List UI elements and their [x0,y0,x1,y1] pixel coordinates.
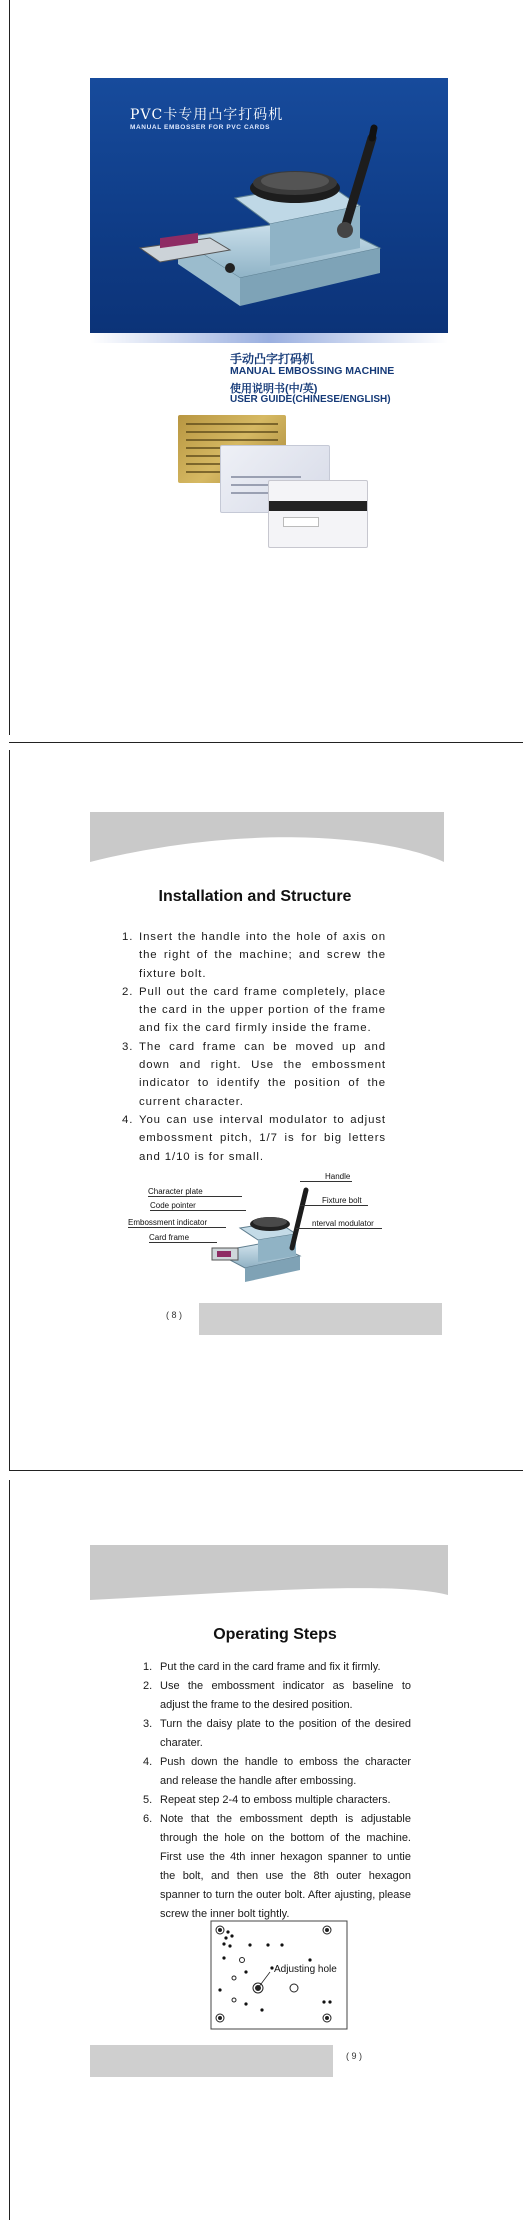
label-adjusting-hole: Adjusting hole [274,1964,337,1975]
leader-line [150,1210,246,1211]
list-item: 3. Turn the daisy plate to the position of the desired charater. [143,1718,411,1749]
magstripe-card-image [268,480,368,548]
installation-steps-list [122,928,386,1166]
leader-line [148,1196,242,1197]
page-number: ( 9 ) [346,2051,363,2061]
list-item: 2. Pull out the card frame completely, place the card in the upper portion of the frame and fix the card firmly inside the frame. [122,985,386,1035]
list-item: 3. The card frame can be moved up and down and right. Use the embossment indicator to identify the position of the current character. [122,1040,386,1108]
label-code-pointer: Code pointer [150,1201,196,1210]
operating-steps-list [143,1658,411,1924]
page-left-edge [9,1480,10,2220]
leader-line [128,1227,226,1228]
list-item: 4. You can use interval modulator to adjust embossment pitch, 1/7 is for big letters and 1/10 is for small. [122,1113,386,1163]
leader-line [300,1205,368,1206]
page-footer-bar [90,2045,333,2077]
label-fixture-bolt: Fixture bolt [322,1196,362,1205]
list-item: 2. Use the embossment indicator as baseline to adjust the frame to the desired position. [143,1680,411,1711]
cover-title-english: MANUAL EMBOSSER FOR PVC CARDS [130,124,271,131]
page-separator [9,742,523,743]
leader-line [149,1242,217,1243]
label-interval-modulator: nterval modulator [312,1219,374,1228]
label-character-plate: Character plate [148,1187,203,1196]
page-left-edge [9,0,10,735]
page-footer-bar [199,1303,442,1335]
signature-panel [283,517,319,527]
page-title: Operating Steps [213,1626,337,1643]
product-title-english: MANUAL EMBOSSING MACHINE [230,365,395,377]
leader-line [300,1181,352,1182]
list-item: 1. Insert the handle into the hole of axis on the right of the machine; and screw the fixture bolt. [122,931,386,980]
product-title-chinese: 手动凸字打码机 [230,352,315,366]
list-item: 5. Repeat step 2-4 to emboss multiple characters. [143,1794,391,1806]
page-header-banner [90,1545,448,1600]
cover-banner [90,78,448,333]
cover-title-chinese: PVC卡专用凸字打码机 [130,107,284,123]
list-item: 4. Push down the handle to emboss the character and release the handle after embossing. [143,1756,411,1787]
machine-bottom-diagram [210,1920,348,2030]
page-title: Installation and Structure [158,888,352,905]
cover-banner-shadow [90,333,448,343]
list-item: 6. Note that the embossment depth is adjustable through the hole on the bottom of the machine. First use the 4th inner hexagon spanner to untie the bolt, and then use the 8th outer hexagon spanner to turn the outer bolt. After ajusting, please screw the inner bolt tightly. [143,1813,411,1920]
list-item: 1. Put the card in the card frame and fix it firmly. [143,1661,381,1673]
magnetic-stripe [269,501,367,511]
page-number: ( 8 ) [166,1310,183,1320]
page-left-edge [9,750,10,1470]
label-card-frame: Card frame [149,1233,190,1242]
leader-line [296,1228,382,1229]
label-handle: Handle [325,1172,351,1181]
page-header-banner [90,812,444,867]
label-embossment-indicator: Embossment indicator [128,1218,208,1227]
page-separator [9,1470,523,1471]
guide-title-chinese: 使用说明书(中/英) [230,383,318,395]
guide-title-english: USER GUIDE(CHINESE/ENGLISH) [230,394,391,405]
embossing-machine-illustration [90,78,448,333]
